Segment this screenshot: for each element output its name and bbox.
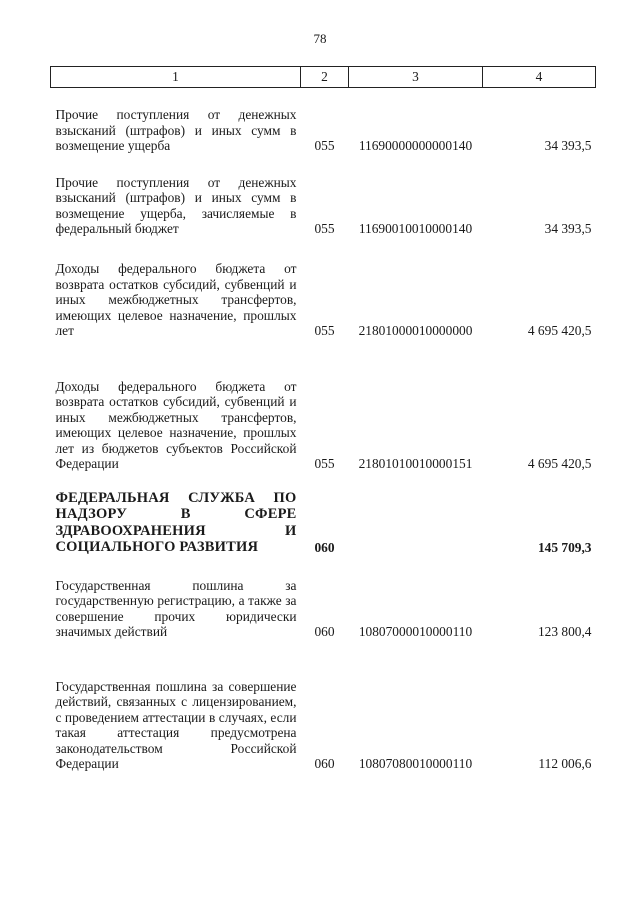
row-admin-code: 060 [314,756,335,771]
table-row [51,556,596,640]
row-budget-code: 21801010010000151 [358,456,473,471]
column-header-row [51,67,596,88]
table-row [51,154,596,237]
table-row [51,472,596,556]
table-row [51,88,596,154]
row-admin-code: 055 [314,138,335,153]
row-name: Прочие поступления от денежных взысканий (штрафов) и иных сумм в возмещение ущерба [55,107,297,153]
column-header-3: 3 [349,67,483,88]
row-name: Доходы федерального бюджета от возврата остатков субсидий, субвенций и иных межбюджетных трансфертов, имеющих целевое назначение, прошлых лет [55,261,297,338]
row-amount: 4 695 420,5 [527,323,592,338]
row-budget-code: 10807080010000110 [358,756,473,771]
row-amount: 123 800,4 [537,624,592,639]
row-admin-code: 060 [314,540,335,555]
revenue-table [50,66,596,772]
row-name: ФЕДЕРАЛЬНАЯ СЛУЖБА ПО НАДЗОРУ В СФЕРЕ ЗДРАВООХРАНЕНИЯ И СОЦИАЛЬНОГО РАЗВИТИЯ [55,489,297,555]
row-amount: 34 393,5 [544,221,592,236]
table-row [51,237,596,339]
row-budget-code [349,472,483,556]
table-row [51,339,596,472]
row-amount: 112 006,6 [538,756,592,771]
row-name: Государственная пошлина за совершение действий, связанных с лицензированием, с проведением аттестации в случаях, если такая аттестация предусмотрена законодательством Российской Федерации [55,678,297,771]
row-name: Доходы федерального бюджета от возврата остатков субсидий, субвенций и иных межбюджетных трансфертов, имеющих целевое назначение, прошлых лет из бюджетов субъектов Российской Федерации [55,378,297,471]
row-budget-code: 11690000000000140 [358,138,473,153]
row-budget-code: 21801000010000000 [358,323,473,338]
row-admin-code: 055 [314,456,335,471]
page-number: 78 [313,31,327,46]
column-header-2: 2 [301,67,349,88]
column-header-4: 4 [483,67,596,88]
row-admin-code: 055 [314,221,335,236]
row-budget-code: 11690010010000140 [358,221,473,236]
row-amount: 34 393,5 [544,138,592,153]
column-header-1: 1 [51,67,301,88]
row-admin-code: 060 [314,624,335,639]
row-admin-code: 055 [314,323,335,338]
row-name: Прочие поступления от денежных взысканий (штрафов) и иных сумм в возмещение ущерба, зачисляемые в федеральный бюджет [55,174,297,236]
row-name: Государственная пошлина за государственную регистрацию, а также за совершение прочих юридически значимых действий [55,577,297,639]
row-amount: 4 695 420,5 [527,456,592,471]
row-amount: 145 709,3 [537,540,592,555]
row-budget-code: 10807000010000110 [358,624,473,639]
table-row [51,640,596,772]
